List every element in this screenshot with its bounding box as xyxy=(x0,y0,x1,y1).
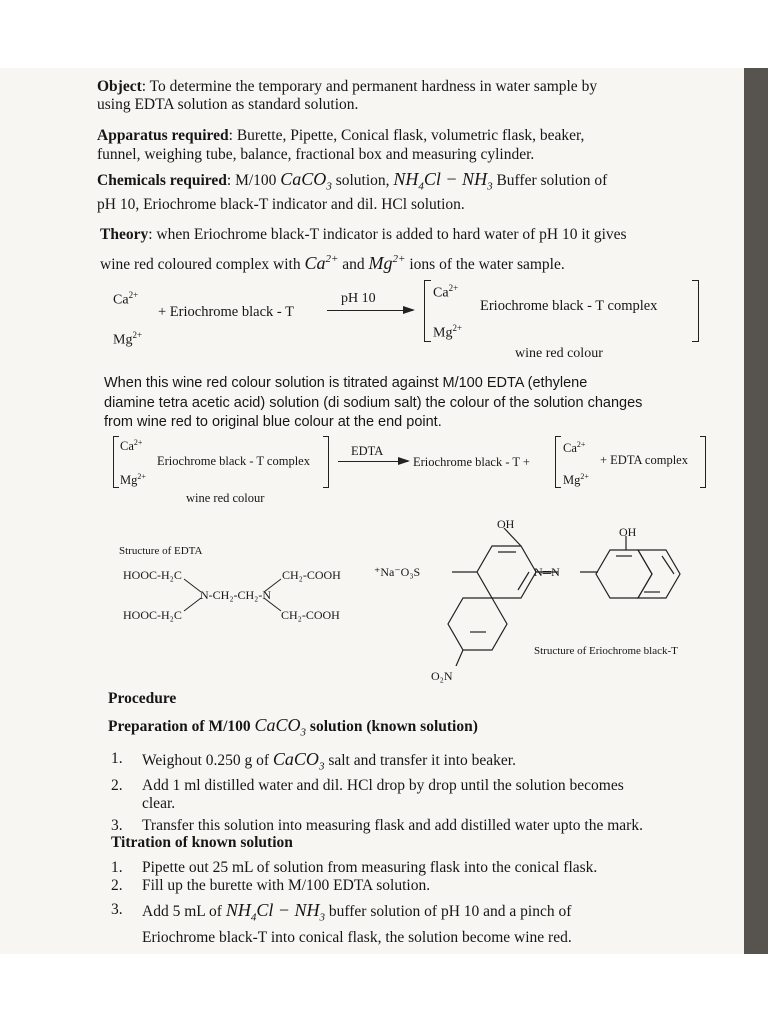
theory-text-b: ions of the water sample. xyxy=(409,256,565,273)
titr-step-2: Fill up the burette with M/100 EDTA solution. xyxy=(142,877,431,894)
titr-step-3-b: buffer solution of pH 10 and a pinch of xyxy=(328,903,572,920)
r2-bracket-left-1 xyxy=(113,436,119,488)
edta-bottom-right: CH₂-COOH xyxy=(281,608,340,622)
preparation-heading xyxy=(108,716,478,742)
prep-step-1 xyxy=(142,750,516,776)
ebt-azo: N═N xyxy=(534,565,560,579)
r1-prod-ca-charge: 2+ xyxy=(448,283,459,293)
titr-step-3-sub2: 3 xyxy=(319,911,325,924)
ebt-sulfonate: ⁺Na⁻O₃S xyxy=(374,565,421,579)
r2-reactant: Eriochrome black - T complex xyxy=(157,454,310,468)
titr-step-3-nh4: NH xyxy=(225,900,251,920)
prep-caco3-sub: 3 xyxy=(300,726,307,739)
prep-step-2-line-1: Add 1 ml distilled water and dil. HCl drop by drop until the solution becomes xyxy=(142,777,624,794)
r2-prod-mg xyxy=(563,470,589,487)
ebt-oh-1: OH xyxy=(497,517,515,531)
r1-arrow xyxy=(327,310,413,311)
r1-mg xyxy=(113,326,142,350)
mg-symbol: Mg xyxy=(368,253,393,273)
caco3-symbol: CaCO xyxy=(280,169,327,189)
titr-step-3-formula xyxy=(225,900,325,924)
titration-text-3: from wine red to original blue colour at the end point. xyxy=(104,414,442,430)
page-edge-shadow xyxy=(744,68,768,954)
r2-product-b: + EDTA complex xyxy=(600,453,688,467)
object-label: Object xyxy=(97,78,142,95)
nh3-symbol: Cl − NH xyxy=(423,169,488,189)
theory-and: and xyxy=(342,256,365,273)
r2-ca xyxy=(120,436,142,453)
object-line-1 xyxy=(97,78,597,96)
theory-text: : when Eriochrome black-T indicator is added to hard water of pH 10 it gives xyxy=(148,226,627,243)
chemicals-text-a: : M/100 xyxy=(226,172,277,189)
theory-label: Theory xyxy=(100,226,149,243)
r2-bracket-right-1 xyxy=(323,436,329,488)
caco3-formula xyxy=(280,169,332,193)
r2-arrow xyxy=(338,461,408,462)
apparatus-line-1 xyxy=(97,127,584,145)
edta-top-left: HOOC-H₂C xyxy=(123,568,182,582)
theory-line-1 xyxy=(100,226,627,244)
prep-step-1-caco3-symbol: CaCO xyxy=(272,749,319,769)
r1-caption: wine red colour xyxy=(515,346,603,361)
titration-heading: Titration of known solution xyxy=(111,834,293,851)
r2-bracket-left-2 xyxy=(555,436,561,488)
r2-prod-mg-symbol: Mg xyxy=(563,473,581,488)
r2-mg xyxy=(120,470,146,487)
nh3-sub: 3 xyxy=(487,180,493,193)
r1-mg-symbol: Mg xyxy=(113,332,133,348)
titr-step-1: Pipette out 25 mL of solution from measuring flask into the conical flask. xyxy=(142,859,598,876)
r1-prod-ca-symbol: Ca xyxy=(433,285,449,301)
r2-prod-mg-charge: 2+ xyxy=(580,472,589,481)
chemicals-line-1 xyxy=(97,170,607,196)
r1-ca xyxy=(113,286,138,310)
titr-step-3-num: 3. xyxy=(111,901,123,918)
r2-ca-charge: 2+ xyxy=(133,438,143,447)
ca-ion xyxy=(304,253,338,273)
ca-charge: 2+ xyxy=(325,253,339,265)
object-line-2: using EDTA solution as standard solution. xyxy=(97,96,359,113)
theory-line-2 xyxy=(100,250,565,274)
r2-prod-ca xyxy=(563,438,585,455)
titr-step-2-num: 2. xyxy=(111,877,123,894)
caco3-sub: 3 xyxy=(326,180,332,193)
r1-prod-mg-charge: 2+ xyxy=(452,323,463,333)
r2-prod-ca-charge: 2+ xyxy=(576,440,586,449)
prep-step-3-line-1: Transfer this solution into measuring flask and add distilled water upto the mark. xyxy=(142,817,643,834)
r2-condition: EDTA xyxy=(351,444,384,458)
titr-step-3-line-1 xyxy=(142,901,571,927)
ebt-title: Structure of Eriochrome black-T xyxy=(534,645,678,657)
prep-step-1-a: Weighout 0.250 g of xyxy=(142,752,270,769)
r2-mg-charge: 2+ xyxy=(137,472,146,481)
mg-charge: 2+ xyxy=(392,253,406,265)
r2-product-a: Eriochrome black - T + xyxy=(413,455,530,469)
r1-ca-charge: 2+ xyxy=(128,290,139,300)
nh4-sub: 4 xyxy=(418,180,424,193)
edta-bonds xyxy=(180,575,290,615)
r1-condition: pH 10 xyxy=(341,291,376,306)
procedure-heading: Procedure xyxy=(108,690,177,707)
prep-step-1-caco3 xyxy=(272,749,325,773)
prep-step-1-b: salt and transfer it into beaker. xyxy=(328,752,516,769)
theory-text-a: wine red coloured complex with xyxy=(100,256,301,273)
prep-step-2-num: 2. xyxy=(111,777,123,794)
r1-reagent: + Eriochrome black - T xyxy=(158,304,294,320)
nh4cl-formula xyxy=(393,169,493,193)
prep-text-b: solution (known solution) xyxy=(309,718,478,735)
titr-step-3-a: Add 5 mL of xyxy=(142,903,222,920)
r2-prod-ca-symbol: Ca xyxy=(563,441,577,456)
chemicals-line-2: pH 10, Eriochrome black-T indicator and dil. HCl solution. xyxy=(97,196,465,213)
r1-bracket-right xyxy=(692,280,699,342)
object-text: : To determine the temporary and permanent hardness in water sample by xyxy=(141,78,598,95)
r2-bracket-right-2 xyxy=(700,436,706,488)
apparatus-label: Apparatus required xyxy=(97,127,229,144)
prep-caco3-symbol: CaCO xyxy=(254,715,301,735)
prep-text-a: Preparation of M/100 xyxy=(108,718,251,735)
ebt-nitro: O₂N xyxy=(431,669,453,683)
chemicals-text-b: solution, xyxy=(335,172,390,189)
edta-center: N-CH₂-CH₂-N xyxy=(200,588,272,602)
prep-step-3-num: 3. xyxy=(111,817,123,834)
r2-caption: wine red colour xyxy=(186,491,265,505)
r1-bracket-left xyxy=(424,280,431,342)
prep-caco3 xyxy=(254,715,307,739)
prep-step-1-caco3-sub: 3 xyxy=(318,760,325,773)
r2-mg-symbol: Mg xyxy=(120,473,138,488)
edta-title: Structure of EDTA xyxy=(119,545,203,557)
ebt-oh-2: OH xyxy=(619,525,637,539)
edta-top-right: CH₂-COOH xyxy=(282,568,341,582)
apparatus-line-2: funnel, weighing tube, balance, fractional box and measuring cylinder. xyxy=(97,146,535,163)
r1-prod-ca xyxy=(433,279,458,303)
mg-ion xyxy=(369,253,406,273)
chemicals-label: Chemicals required xyxy=(97,172,227,189)
prep-step-1-num: 1. xyxy=(111,750,123,767)
titration-text-2: diamine tetra acetic acid) solution (di sodium salt) the colour of the solution changes xyxy=(104,395,643,411)
chemicals-text-c: Buffer solution of xyxy=(496,172,608,189)
titr-step-3-sub1: 4 xyxy=(250,911,257,924)
r1-prod-mg-symbol: Mg xyxy=(433,325,453,341)
titration-text-1: When this wine red colour solution is titrated against M/100 EDTA (ethylene xyxy=(104,375,588,391)
r2-ca-symbol: Ca xyxy=(120,439,134,454)
r1-mg-charge: 2+ xyxy=(132,330,143,340)
titr-step-3-line-2: Eriochrome black-T into conical flask, the solution become wine red. xyxy=(142,929,572,946)
r1-ca-symbol: Ca xyxy=(113,292,129,308)
titr-step-3-nh3: Cl − NH xyxy=(256,900,320,920)
r1-prod-mg xyxy=(433,319,462,343)
edta-bottom-left: HOOC-H₂C xyxy=(123,608,182,622)
apparatus-text: : Burette, Pipette, Conical flask, volumetric flask, beaker, xyxy=(228,127,585,144)
prep-step-2-line-2: clear. xyxy=(142,795,176,812)
r1-product: Eriochrome black - T complex xyxy=(480,298,658,314)
ca-symbol: Ca xyxy=(304,253,326,273)
nh4-symbol: NH xyxy=(393,169,419,189)
titr-step-1-num: 1. xyxy=(111,859,123,876)
